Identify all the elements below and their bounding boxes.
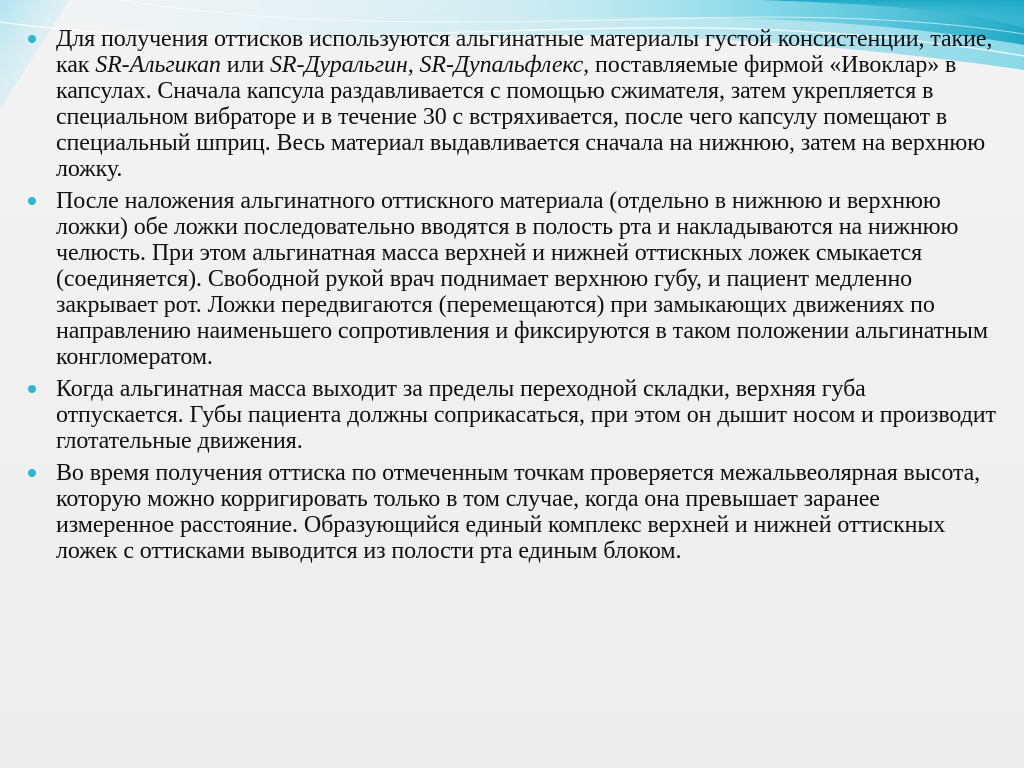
bullet-list xyxy=(26,26,996,564)
bullet-item xyxy=(26,376,996,454)
bullet-item xyxy=(26,460,996,564)
bullet-text: Во время получения оттиска по отмеченным точкам проверяется межальвеолярная высота, которую можно корригировать только в том случае, когда она превышает заранее измеренное расстояние. Образующийся единый комплекс верхней и нижней оттискных ложек с оттисками выводится из полости рта единым блоком. xyxy=(56,460,981,564)
bullet-text-italic: SR-Дуральгин, SR-Дупальфлекс, xyxy=(269,52,590,78)
bullet-dot-icon xyxy=(28,469,36,477)
bullet-dot-icon xyxy=(28,385,36,393)
bullet-dot-icon xyxy=(28,35,36,43)
bullet-text: После наложения альгинатного оттискного материала (отдельно в нижнюю и верхнюю ложки) обе ложки последовательно вводятся в полость рта и накладываются на нижнюю челюсть. При этом альгинатная масса верхней и нижней оттискных ложек смыкается (соединяется). Свободной рукой врач поднимает верхнюю губу, и пациент медленно закрывает рот. Ложки передвигаются (перемещаются) при замыкающих движениях по направлению наименьшего сопротивления и фиксируются в таком положении альгинатным конгломератом. xyxy=(56,188,988,370)
bullet-text-italic: SR-Альгикап xyxy=(95,52,221,78)
bullet-text: Для получения оттисков используются альгинатные материалы густой консистенции, такие, как xyxy=(56,26,993,78)
bullet-text: поставляемые фирмой «Ивоклар» в капсулах. Сначала капсула раздавливается с помощью сжимателя, затем укрепляется в специальном вибраторе и в течение 30 с встряхивается, после чего капсулу помещают в специальный шприц. Весь материал выдавливается сначала на нижнюю, затем на верхнюю ложку. xyxy=(56,52,986,182)
bullet-item xyxy=(26,26,996,182)
bullet-text: Когда альгинатная масса выходит за пределы переходной складки, верхняя губа отпускается. Губы пациента должны соприкасаться, при этом он дышит носом и производит глотательные движения. xyxy=(56,376,996,454)
slide-content xyxy=(26,26,996,570)
bullet-dot-icon xyxy=(28,197,36,205)
bullet-text: или xyxy=(220,52,270,78)
bullet-item xyxy=(26,188,996,370)
